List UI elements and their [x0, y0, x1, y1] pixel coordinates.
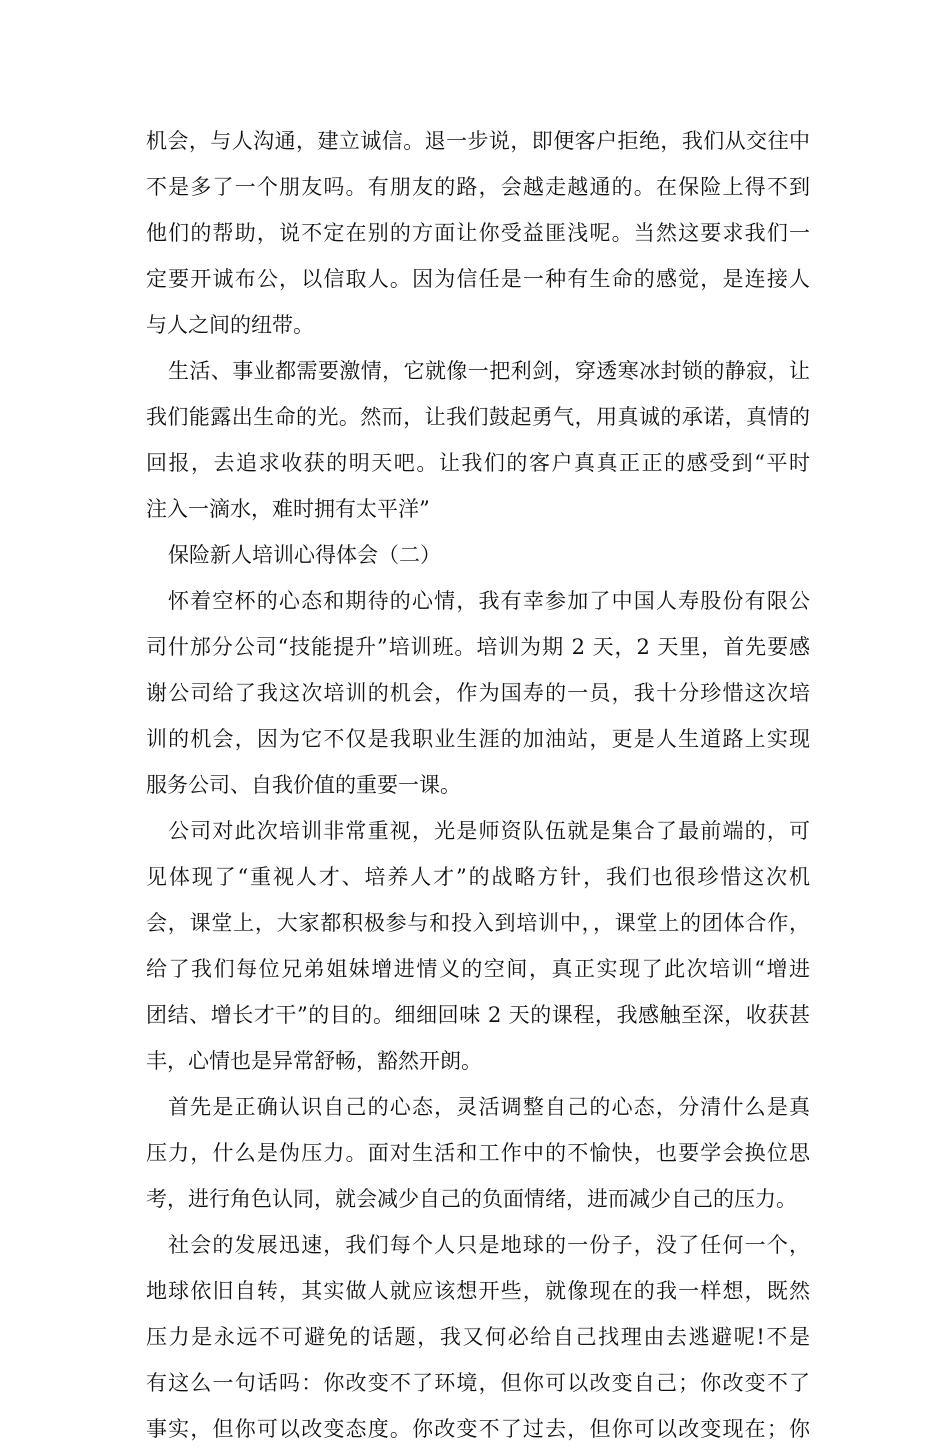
text-line: 他们的帮助，说不定在别的方面让你受益匪浅呢。当然这要求我们一 — [146, 221, 810, 245]
paragraph-2 — [146, 348, 810, 532]
text-line: 注入一滴水，难时拥有太平洋” — [146, 497, 430, 521]
text-line: 公司对此次培训非常重视，光是师资队伍就是集合了最前端的，可 — [168, 819, 810, 843]
text-line: 机会，与人沟通，建立诚信。退一步说，即便客户拒绝，我们从交往中 — [146, 129, 810, 153]
text-line: 与人之间的纽带。 — [146, 313, 314, 337]
text-line: 会，课堂上，大家都积极参与和投入到培训中，，课堂上的团体合作， — [146, 911, 810, 935]
text-line: 怀着空杯的心态和期待的心情，我有幸参加了中国人寿股份有限公 — [168, 589, 810, 613]
paragraph-4 — [146, 808, 810, 1084]
text-line: 不是多了一个朋友吗。有朋友的路，会越走越通的。在保险上得不到 — [146, 175, 810, 199]
text-line: 见体现了“重视人才、培养人才”的战略方针，我们也很珍惜这次机 — [146, 865, 810, 889]
text-line: 定要开诚布公，以信取人。因为信任是一种有生命的感觉，是连接人 — [146, 267, 810, 291]
text-line: 社会的发展迅速，我们每个人只是地球的一份子，没了任何一个， — [168, 1233, 810, 1257]
text-line: 团结、增长才干”的目的。细细回味 2 天的课程，我感触至深，收获甚 — [146, 1003, 810, 1027]
text-line: 地球依旧自转，其实做人就应该想开些，就像现在的我一样想，既然 — [146, 1279, 810, 1303]
heading-line: 保险新人培训心得体会（二） — [168, 543, 441, 567]
text-line: 谢公司给了我这次培训的机会，作为国寿的一员，我十分珍惜这次培 — [146, 681, 810, 705]
paragraph-3 — [146, 578, 810, 808]
text-line: 首先是正确认识自己的心态，灵活调整自己的心态，分清什么是真 — [168, 1095, 810, 1119]
text-line: 服务公司、自我价值的重要一课。 — [146, 773, 461, 797]
paragraph-5 — [146, 1084, 810, 1222]
text-line: 我们能露出生命的光。然而，让我们鼓起勇气，用真诚的承诺，真情的 — [146, 405, 810, 429]
text-line: 事实，但你可以改变态度。你改变不了过去，但你可以改变现在；你 — [146, 1417, 810, 1441]
text-line: 回报，去追求收获的明天吧。让我们的客户真真正正的感受到“平时 — [146, 451, 810, 475]
text-line: 压力是永远不可避免的话题，我又何必给自己找理由去逃避呢!不是 — [146, 1325, 810, 1349]
text-line: 压力，什么是伪压力。面对生活和工作中的不愉快，也要学会换位思 — [146, 1141, 810, 1165]
text-line: 生活、事业都需要激情，它就像一把利剑，穿透寒冰封锁的静寂，让 — [168, 359, 810, 383]
text-line: 给了我们每位兄弟姐妹增进情义的空间，真正实现了此次培训“增进 — [146, 957, 810, 981]
paragraph-6 — [146, 1222, 810, 1452]
paragraph-1 — [146, 118, 810, 348]
document-body — [146, 118, 810, 1452]
section-heading — [146, 532, 810, 578]
text-line: 考，进行角色认同，就会减少自己的负面情绪，进而减少自己的压力。 — [146, 1187, 797, 1211]
text-line: 训的机会，因为它不仅是我职业生涯的加油站，更是人生道路上实现 — [146, 727, 810, 751]
text-line: 丰，心情也是异常舒畅，豁然开朗。 — [146, 1049, 482, 1073]
text-line: 有这么一句话吗：你改变不了环境，但你可以改变自己；你改变不了 — [146, 1371, 810, 1395]
text-line: 司什邡分公司“技能提升”培训班。培训为期 2 天，2 天里，首先要感 — [146, 635, 810, 659]
